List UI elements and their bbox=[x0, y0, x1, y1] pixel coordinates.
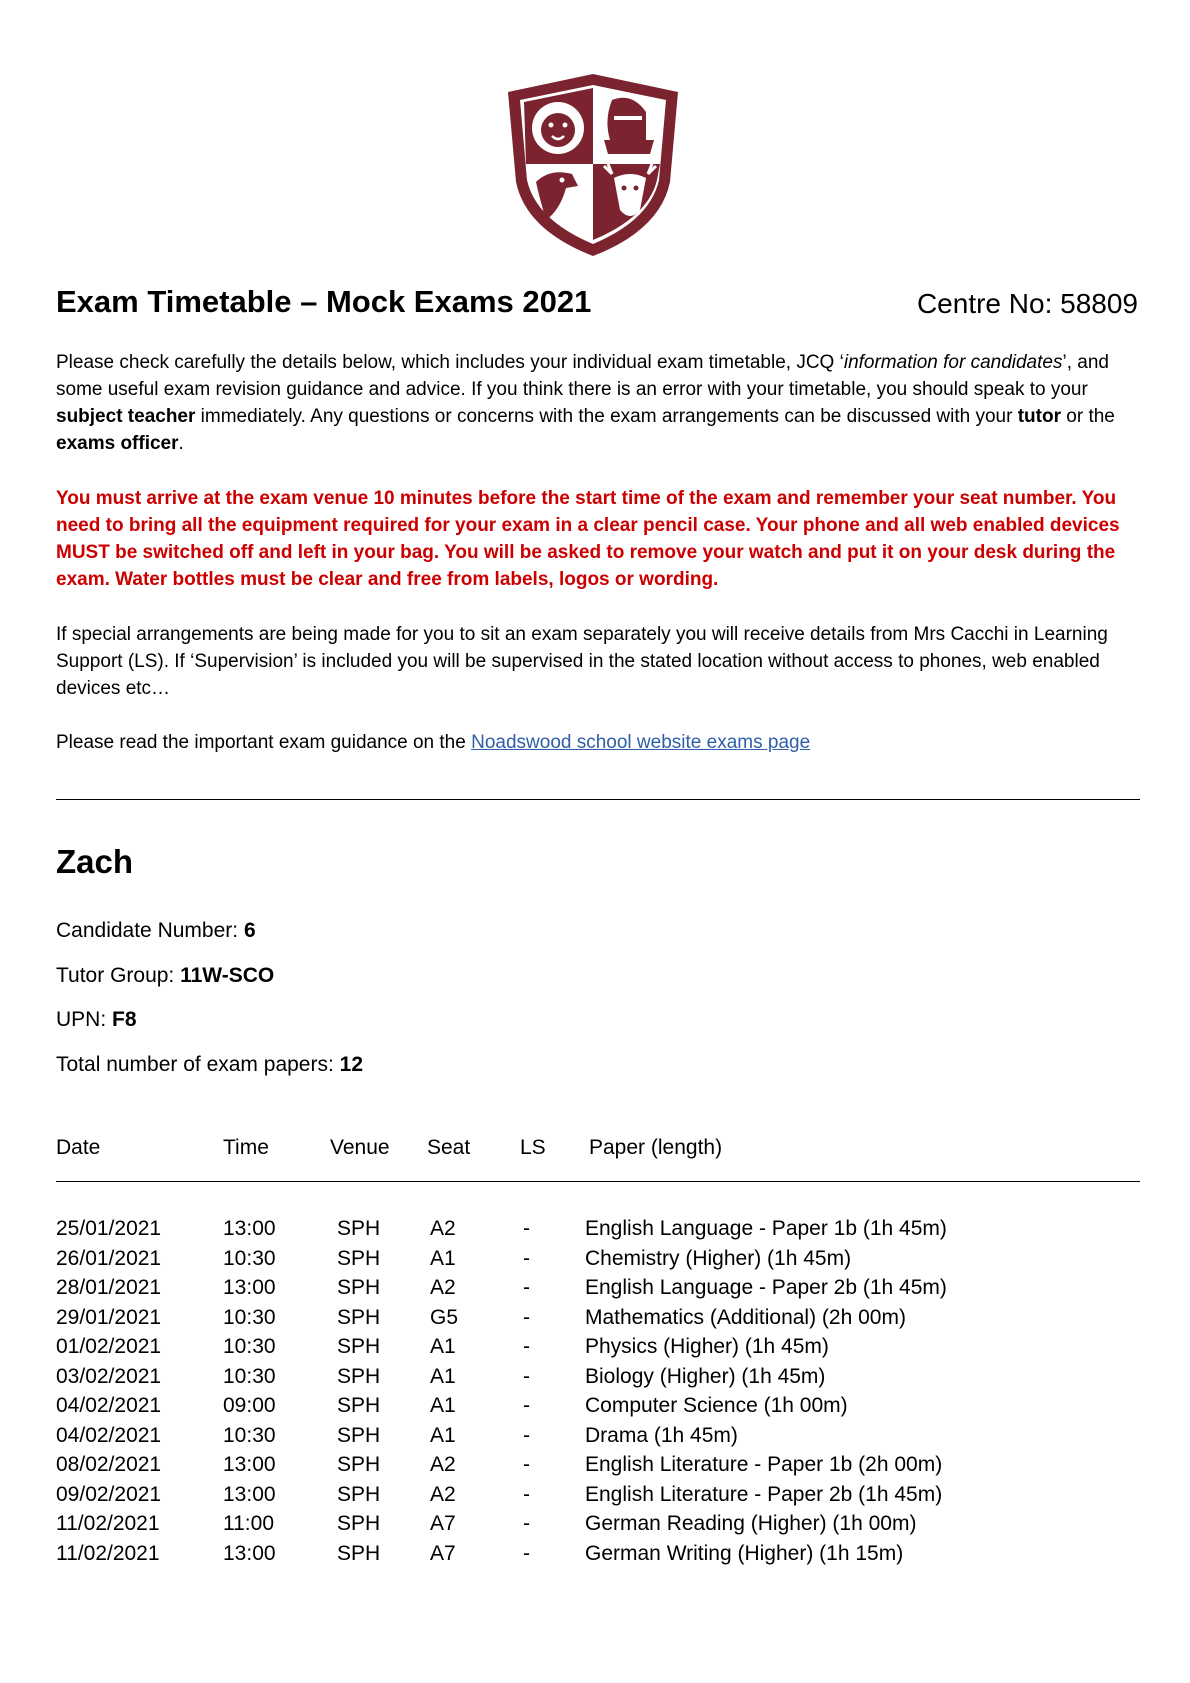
tutor-group: Tutor Group: 11W-SCO bbox=[56, 964, 275, 987]
cell-date: 03/02/2021 bbox=[56, 1364, 162, 1388]
warning-paragraph: You must arrive at the exam venue 10 minutes before the start time of the exam and remember your seat number. You need to bring all the equipment required for your exam in a clear pencil case. Your phone and all web enabled devices MUST be switched off and left in your bag. You will be asked to remove your watch and put it on your desk during the exam. Water bottles must be clear and free from labels, logos or wording. bbox=[56, 488, 1120, 590]
column-header-time: Time bbox=[223, 1136, 269, 1159]
lion-icon bbox=[532, 102, 584, 154]
cell-date: 11/02/2021 bbox=[56, 1541, 160, 1565]
table-row bbox=[0, 1483, 1190, 1513]
column-header-date: Date bbox=[56, 1136, 101, 1159]
divider bbox=[56, 799, 1140, 800]
table-row bbox=[0, 1424, 1190, 1454]
title-row bbox=[56, 284, 1138, 328]
cell-venue: SPH bbox=[337, 1482, 381, 1506]
cell-paper: German Reading (Higher) (1h 00m) bbox=[585, 1512, 917, 1535]
cell-ls: - bbox=[523, 1423, 530, 1447]
upn: UPN: F8 bbox=[56, 1008, 137, 1031]
cell-time: 10:30 bbox=[223, 1335, 276, 1358]
cell-ls: - bbox=[523, 1364, 530, 1388]
table-row bbox=[0, 1335, 1190, 1365]
cell-time: 11:00 bbox=[223, 1512, 274, 1535]
cell-paper: Drama (1h 45m) bbox=[585, 1423, 738, 1447]
cell-date: 09/02/2021 bbox=[56, 1482, 162, 1506]
cell-seat: A7 bbox=[430, 1512, 456, 1535]
cell-seat: A7 bbox=[430, 1541, 456, 1565]
cell-time: 10:30 bbox=[223, 1305, 276, 1329]
cell-date: 11/02/2021 bbox=[56, 1512, 160, 1535]
cell-time: 10:30 bbox=[223, 1246, 276, 1270]
cell-venue: SPH bbox=[337, 1394, 381, 1417]
cell-seat: A2 bbox=[430, 1276, 456, 1299]
cell-time: 09:00 bbox=[223, 1394, 276, 1417]
cell-paper: German Writing (Higher) (1h 15m) bbox=[585, 1541, 904, 1565]
table-row bbox=[0, 1512, 1190, 1542]
cell-seat: A2 bbox=[430, 1217, 456, 1240]
cell-date: 04/02/2021 bbox=[56, 1423, 162, 1447]
cell-date: 01/02/2021 bbox=[56, 1335, 162, 1358]
special-arrangements-paragraph: If special arrangements are being made for you to sit an exam separately you will receive details from Mrs Cacchi in Learning Support (LS). If ‘Supervision’ is included you will be supervised in the stated location without access to phones, web enabled devices etc… bbox=[56, 624, 1108, 699]
column-header-ls: LS bbox=[520, 1136, 546, 1159]
guidance-paragraph: Please read the important exam guidance on the Noadswood school website exams page bbox=[56, 732, 811, 753]
cell-time: 10:30 bbox=[223, 1364, 276, 1388]
cell-date: 28/01/2021 bbox=[56, 1276, 162, 1299]
cell-date: 04/02/2021 bbox=[56, 1394, 162, 1417]
total-exam-papers: Total number of exam papers: 12 bbox=[56, 1053, 364, 1076]
cell-paper: Mathematics (Additional) (2h 00m) bbox=[585, 1305, 906, 1329]
cell-date: 25/01/2021 bbox=[56, 1217, 162, 1240]
cell-seat: A1 bbox=[430, 1423, 456, 1447]
table-row bbox=[0, 1217, 1190, 1247]
cell-time: 13:00 bbox=[223, 1276, 276, 1299]
cell-ls: - bbox=[523, 1305, 530, 1329]
table-row bbox=[0, 1365, 1190, 1395]
cell-paper: Computer Science (1h 00m) bbox=[585, 1394, 848, 1417]
cell-seat: A1 bbox=[430, 1246, 456, 1270]
table-row bbox=[0, 1394, 1190, 1424]
timetable-rows bbox=[0, 1217, 1190, 1571]
cell-seat: A2 bbox=[430, 1453, 456, 1476]
cell-paper: English Literature - Paper 2b (1h 45m) bbox=[585, 1482, 943, 1506]
cell-seat: A1 bbox=[430, 1335, 456, 1358]
cell-ls: - bbox=[523, 1246, 530, 1270]
cell-ls: - bbox=[523, 1276, 530, 1299]
cell-venue: SPH bbox=[337, 1246, 381, 1270]
cell-venue: SPH bbox=[337, 1453, 381, 1476]
cell-paper: English Language - Paper 1b (1h 45m) bbox=[585, 1217, 947, 1240]
cell-ls: - bbox=[523, 1482, 530, 1506]
cell-ls: - bbox=[523, 1394, 530, 1417]
cell-venue: SPH bbox=[337, 1335, 381, 1358]
cell-ls: - bbox=[523, 1512, 530, 1535]
cell-time: 13:00 bbox=[223, 1453, 276, 1476]
school-crest-logo bbox=[500, 70, 686, 260]
cell-paper: Biology (Higher) (1h 45m) bbox=[585, 1364, 826, 1388]
cell-venue: SPH bbox=[337, 1512, 381, 1535]
cell-paper: Physics (Higher) (1h 45m) bbox=[585, 1335, 829, 1358]
column-header-seat: Seat bbox=[427, 1136, 471, 1159]
cell-venue: SPH bbox=[337, 1305, 381, 1329]
cell-seat: G5 bbox=[430, 1305, 459, 1329]
cell-venue: SPH bbox=[337, 1423, 381, 1447]
cell-ls: - bbox=[523, 1541, 530, 1565]
cell-time: 10:30 bbox=[223, 1423, 276, 1447]
cell-paper: English Language - Paper 2b (1h 45m) bbox=[585, 1276, 947, 1299]
table-row bbox=[0, 1247, 1190, 1277]
centre-number: Centre No: 58809 bbox=[916, 288, 1138, 319]
cell-time: 13:00 bbox=[223, 1217, 276, 1240]
cell-paper: Chemistry (Higher) (1h 45m) bbox=[585, 1246, 852, 1270]
cell-ls: - bbox=[523, 1453, 530, 1476]
cell-seat: A1 bbox=[430, 1364, 456, 1388]
cell-venue: SPH bbox=[337, 1541, 381, 1565]
intro-paragraph: Please check carefully the details below, which includes your individual exam timetable, JCQ ‘information for candidates’, and some useful exam revision guidance and advice. If you think there is an error with your timetable, you should speak to your subject teacher immediately. Any questions or concerns with the exam arrangements can be discussed with your tutor or the exams officer. bbox=[56, 352, 1115, 454]
candidate-name: Zach bbox=[56, 843, 134, 880]
cell-date: 26/01/2021 bbox=[56, 1246, 162, 1270]
cell-venue: SPH bbox=[337, 1217, 381, 1240]
column-header-paper: Paper (length) bbox=[589, 1136, 723, 1159]
exams-page-link[interactable]: Noadswood school website exams page bbox=[471, 732, 811, 753]
cell-date: 29/01/2021 bbox=[56, 1305, 162, 1329]
cell-venue: SPH bbox=[337, 1276, 381, 1299]
table-header-divider bbox=[56, 1181, 1140, 1182]
candidate-number: Candidate Number: 6 bbox=[56, 919, 256, 942]
cell-ls: - bbox=[523, 1335, 530, 1358]
cell-time: 13:00 bbox=[223, 1482, 276, 1506]
table-row bbox=[0, 1453, 1190, 1483]
column-header-venue: Venue bbox=[330, 1136, 390, 1159]
cell-paper: English Literature - Paper 1b (2h 00m) bbox=[585, 1453, 943, 1476]
table-row bbox=[0, 1276, 1190, 1306]
cell-venue: SPH bbox=[337, 1364, 381, 1388]
cell-date: 08/02/2021 bbox=[56, 1453, 162, 1476]
page-title: Exam Timetable – Mock Exams 2021 bbox=[56, 284, 592, 319]
cell-seat: A1 bbox=[430, 1394, 456, 1417]
table-row bbox=[0, 1306, 1190, 1336]
cell-ls: - bbox=[523, 1217, 530, 1240]
table-row bbox=[0, 1542, 1190, 1572]
cell-seat: A2 bbox=[430, 1482, 456, 1506]
cell-time: 13:00 bbox=[223, 1541, 276, 1565]
